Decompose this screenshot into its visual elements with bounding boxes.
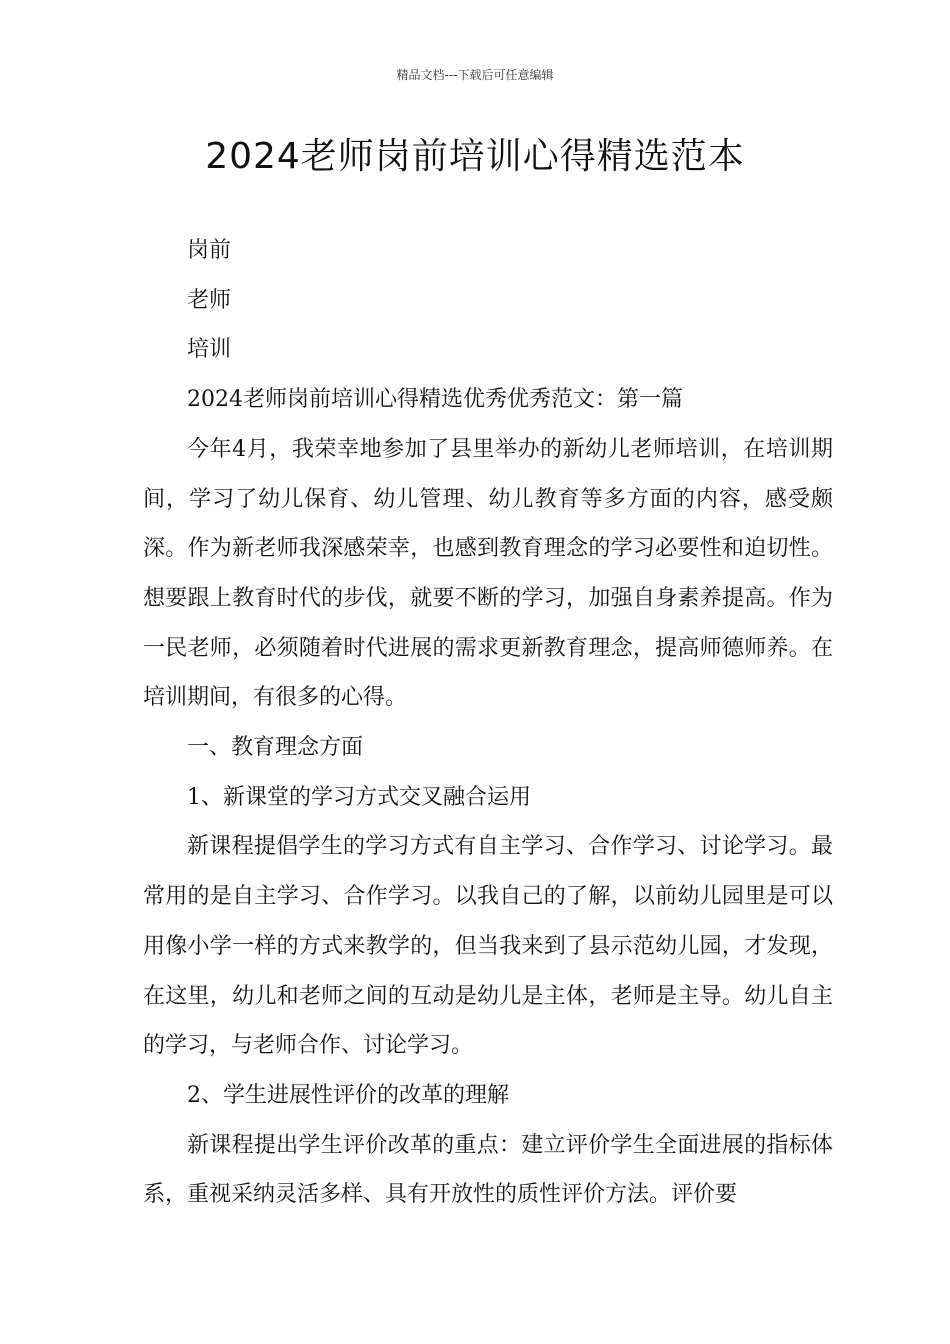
document-title: 2024老师岗前培训心得精选范本 (205, 136, 745, 177)
page-header-note: 精品文档---下载后可任意编辑 (396, 68, 554, 82)
body-paragraph: 新课程提倡学生的学习方式有自主学习、合作学习、讨论学习。最常用的是自主学习、合作学习。以我自己的了解，以前幼儿园里是可以用像小学一样的方式来教学的，但当我来到了县示范幼儿园，才发现，在这里，幼儿和老师之间的互动是幼儿是主体，老师是主导。幼儿自主的学习，与老师合作、讨论学习。 (143, 834, 833, 1059)
keyword-paragraph: 老师 (187, 287, 232, 313)
subsection-heading: 2、学生进展性评价的改革的理解 (187, 1082, 509, 1108)
section-heading: 一、教育理念方面 (187, 735, 364, 761)
body-paragraph: 今年4月，我荣幸地参加了县里举办的新幼儿老师培训，在培训期间，学习了幼儿保育、幼儿管理、幼儿教育等多方面的内容，感受颇深。作为新老师我深感荣幸，也感到教育理念的学习必要性和迫切性。想要跟上教育时代的步伐，就要不断的学习，加强自身素养提高。作为一民老师，必须随着时代进展的需求更新教育理念，提高师德师养。在培训期间，有很多的心得。 (143, 436, 833, 711)
keyword-paragraph: 岗前 (187, 238, 232, 263)
keyword-paragraph: 培训 (187, 337, 232, 363)
section-heading: 2024老师岗前培训心得精选优秀优秀范文：第一篇 (187, 387, 683, 413)
document-body (143, 226, 833, 1220)
subsection-heading: 1、新课堂的学习方式交叉融合运用 (187, 784, 531, 810)
body-paragraph: 新课程提出学生评价改革的重点：建立评价学生全面进展的指标体系，重视采纳灵活多样、具有开放性的质性评价方法。评价要 (143, 1132, 833, 1208)
